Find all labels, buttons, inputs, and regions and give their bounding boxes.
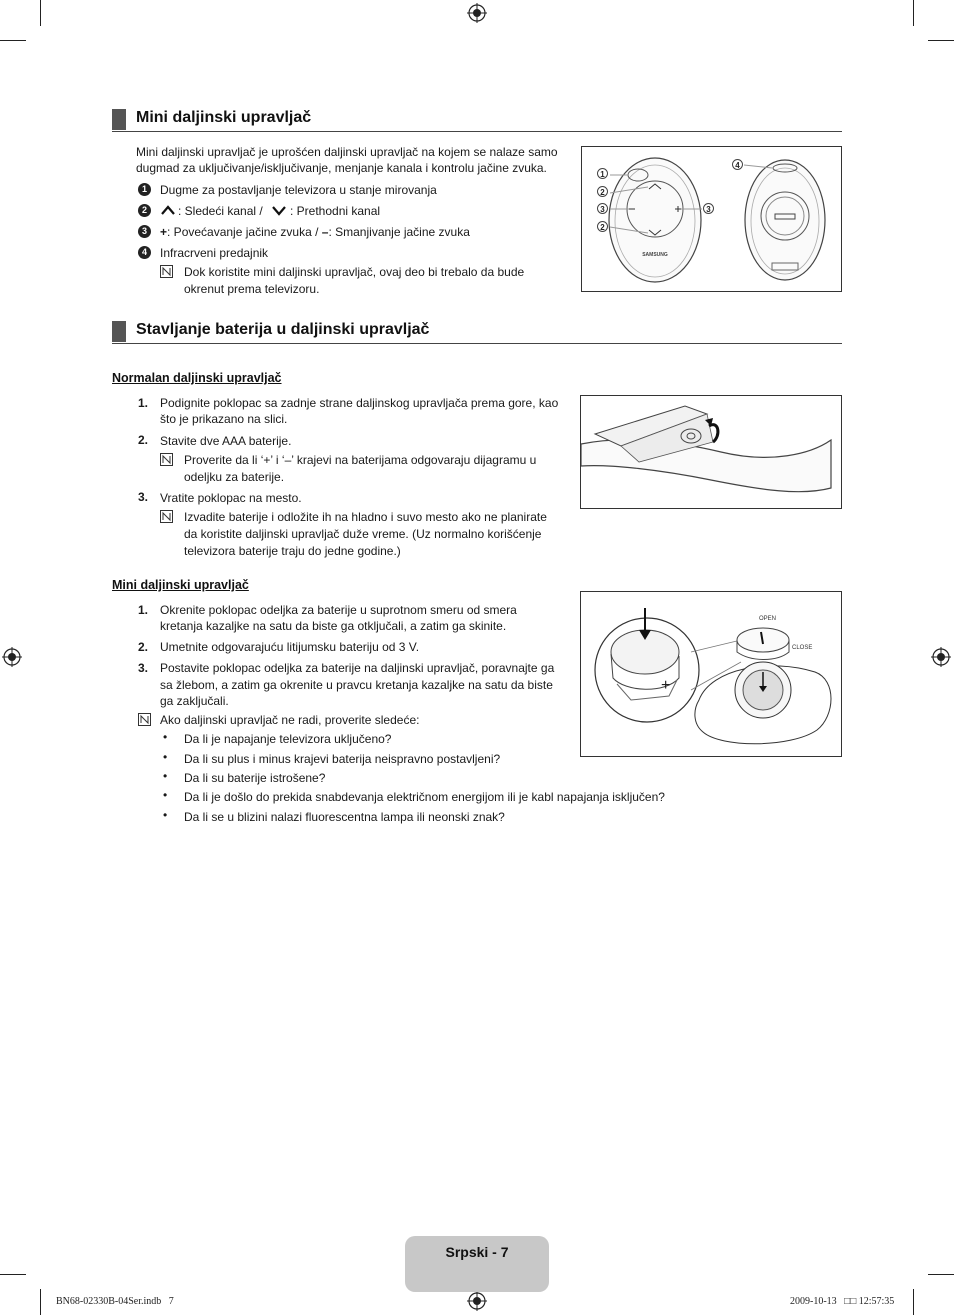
page-number-label: Srpski - 7 xyxy=(445,1244,509,1260)
step-number: 1. xyxy=(138,396,149,410)
section-header-mini-remote xyxy=(112,109,842,132)
volume-up-text: : Povećavanje jačine zvuka / xyxy=(167,225,322,239)
bullet: • xyxy=(163,769,168,783)
mini-step-2-line-1: Umetnite odgovarajuću litijumsku bateriju od 3 V. xyxy=(160,640,420,654)
registration-mark-icon xyxy=(2,647,22,667)
step-1-line-2: što je prikazano na slici. xyxy=(160,412,288,426)
mini-remote-figure xyxy=(581,146,842,292)
mini-step-3-line-1: Postavite poklopac odeljka za baterije na daljinski upravljač, poravnajte ga xyxy=(160,661,555,675)
crop-mark xyxy=(40,0,41,26)
item-1-text: Dugme za postavljanje televizora u stanje mirovanja xyxy=(160,183,437,197)
fig-marker-1: 1 xyxy=(597,168,608,179)
check-item: Da li su baterije istrošene? xyxy=(184,771,326,785)
mini-battery-figure xyxy=(580,591,842,757)
note-storage-line-3: televizora baterije traju do jedne godine.) xyxy=(184,544,401,558)
step-number: 3. xyxy=(138,490,149,504)
fig-marker-3: 3 xyxy=(597,203,608,214)
fig-marker-2: 2 xyxy=(597,186,608,197)
crop-mark xyxy=(928,1274,954,1275)
mini-remote-illustration xyxy=(582,147,841,291)
step-number: 3. xyxy=(138,661,149,675)
mini-step-3-line-2: sa žlebom, a zatim ga okrenite u pravcu kretanja kazaljke na satu da biste xyxy=(160,678,553,692)
date-slug: 2009-10-13 □□ 12:57:35 xyxy=(790,1296,895,1307)
check-item: Da li je napajanje televizora uključeno? xyxy=(184,732,392,746)
open-label: OPEN xyxy=(759,616,777,622)
note-icon xyxy=(160,265,173,278)
registration-mark-icon xyxy=(467,3,487,23)
item-2-prev-channel: : Prethodni kanal xyxy=(290,204,381,218)
check-item: Da li su plus i minus krajevi baterija neispravno postavljeni? xyxy=(184,752,501,766)
section-title: Mini daljinski upravljač xyxy=(136,109,312,126)
item-3-text xyxy=(160,224,470,241)
mini-step-1-line-1: Okrenite poklopac odeljka za baterije u suprotnom smeru od smera xyxy=(160,603,517,617)
marker-2: 2 xyxy=(138,204,151,217)
bullet: • xyxy=(163,730,168,744)
section-bar xyxy=(112,109,126,130)
item-4-text: Infracrveni predajnik xyxy=(160,246,269,260)
section-title: Stavljanje baterija u daljinski upravljač xyxy=(136,321,430,338)
check-item: Da li je došlo do prekida snabdevanja električnom energijom ili je kabl napajanja isključen? xyxy=(184,790,665,804)
marker-3: 3 xyxy=(138,225,151,238)
file-slug: BN68-02330B-04Ser.indb 7 xyxy=(56,1296,174,1307)
step-1-line-1: Podignite poklopac sa zadnje strane daljinskog upravljača prema gore, kao xyxy=(160,396,559,410)
bullet: • xyxy=(163,788,168,802)
note-icon xyxy=(160,510,173,523)
fig-marker-4: 4 xyxy=(732,159,743,170)
close-label: CLOSE xyxy=(792,645,813,651)
crop-mark xyxy=(913,0,914,26)
note-battery-line-1: Proverite da li ‘+’ i ‘–’ krajevi na baterijama odgovaraju dijagramu u xyxy=(184,453,537,467)
minus-sign: – xyxy=(321,225,329,239)
subtitle-mini-remote: Mini daljinski upravljač xyxy=(112,578,249,592)
note-icon xyxy=(138,713,151,726)
plus-sign: + xyxy=(160,225,168,239)
page-number-tab xyxy=(405,1236,549,1292)
intro-line-2: dugmad za uključivanje/isključivanje, menjanje kanala i kontrolu jačine zvuka. xyxy=(136,161,547,175)
fig-marker-3b: 3 xyxy=(703,203,714,214)
marker-1: 1 xyxy=(138,183,151,196)
note-line-1: Dok koristite mini daljinski upravljač, ovaj deo bi trebalo da bude xyxy=(184,265,525,279)
note-storage-line-2: da koristite daljinski upravljač duže vreme. (Uz normalno korišćenje xyxy=(184,527,542,541)
mini-battery-illustration xyxy=(581,592,841,756)
note-troubleshoot: Ako daljinski upravljač ne radi, proverite sledeće: xyxy=(160,713,420,727)
chevron-up-icon xyxy=(160,205,176,216)
volume-down-text: : Smanjivanje jačine zvuka xyxy=(328,225,470,239)
subtitle-normal-remote: Normalan daljinski upravljač xyxy=(112,371,282,385)
note-icon xyxy=(160,453,173,466)
marker-4: 4 xyxy=(138,246,151,259)
bullet: • xyxy=(163,808,168,822)
crop-mark xyxy=(0,1274,26,1275)
intro-line-1: Mini daljinski upravljač je uprošćen daljinski upravljač na kojem se nalaze samo xyxy=(136,145,558,159)
section-bar xyxy=(112,321,126,342)
note-line-2: okrenut prema televizoru. xyxy=(184,282,320,296)
normal-remote-illustration xyxy=(581,396,841,508)
note-storage-line-1: Izvadite baterije i odložite ih na hladno i suvo mesto ako ne planirate xyxy=(184,510,547,524)
crop-mark xyxy=(0,40,26,41)
check-item: Da li se u blizini nalazi fluorescentna lampa ili neonski znak? xyxy=(184,810,505,824)
note-battery-line-2: odeljku za baterije. xyxy=(184,470,285,484)
step-number: 2. xyxy=(138,433,149,447)
brand-label: SAMSUNG xyxy=(642,252,668,258)
svg-text:+: + xyxy=(661,677,671,694)
mini-step-1-line-2: kretanja kazaljke na satu da biste ga otključali, a zatim ga skinite. xyxy=(160,619,507,633)
registration-mark-icon xyxy=(467,1291,487,1311)
section-header-batteries xyxy=(112,321,842,344)
bullet: • xyxy=(163,750,168,764)
crop-mark xyxy=(913,1289,914,1315)
fig-marker-2b: 2 xyxy=(597,221,608,232)
crop-mark xyxy=(928,40,954,41)
step-2-line-1: Stavite dve AAA baterije. xyxy=(160,434,292,448)
normal-remote-figure xyxy=(580,395,842,509)
item-2-next-channel: : Sledeći kanal / xyxy=(178,204,267,218)
step-number: 2. xyxy=(138,640,149,654)
chevron-down-icon xyxy=(271,205,287,216)
crop-mark xyxy=(40,1289,41,1315)
registration-mark-icon xyxy=(931,647,951,667)
mini-step-3-line-3: ga zaključali. xyxy=(160,694,229,708)
step-number: 1. xyxy=(138,603,149,617)
step-3-line-1: Vratite poklopac na mesto. xyxy=(160,491,302,505)
